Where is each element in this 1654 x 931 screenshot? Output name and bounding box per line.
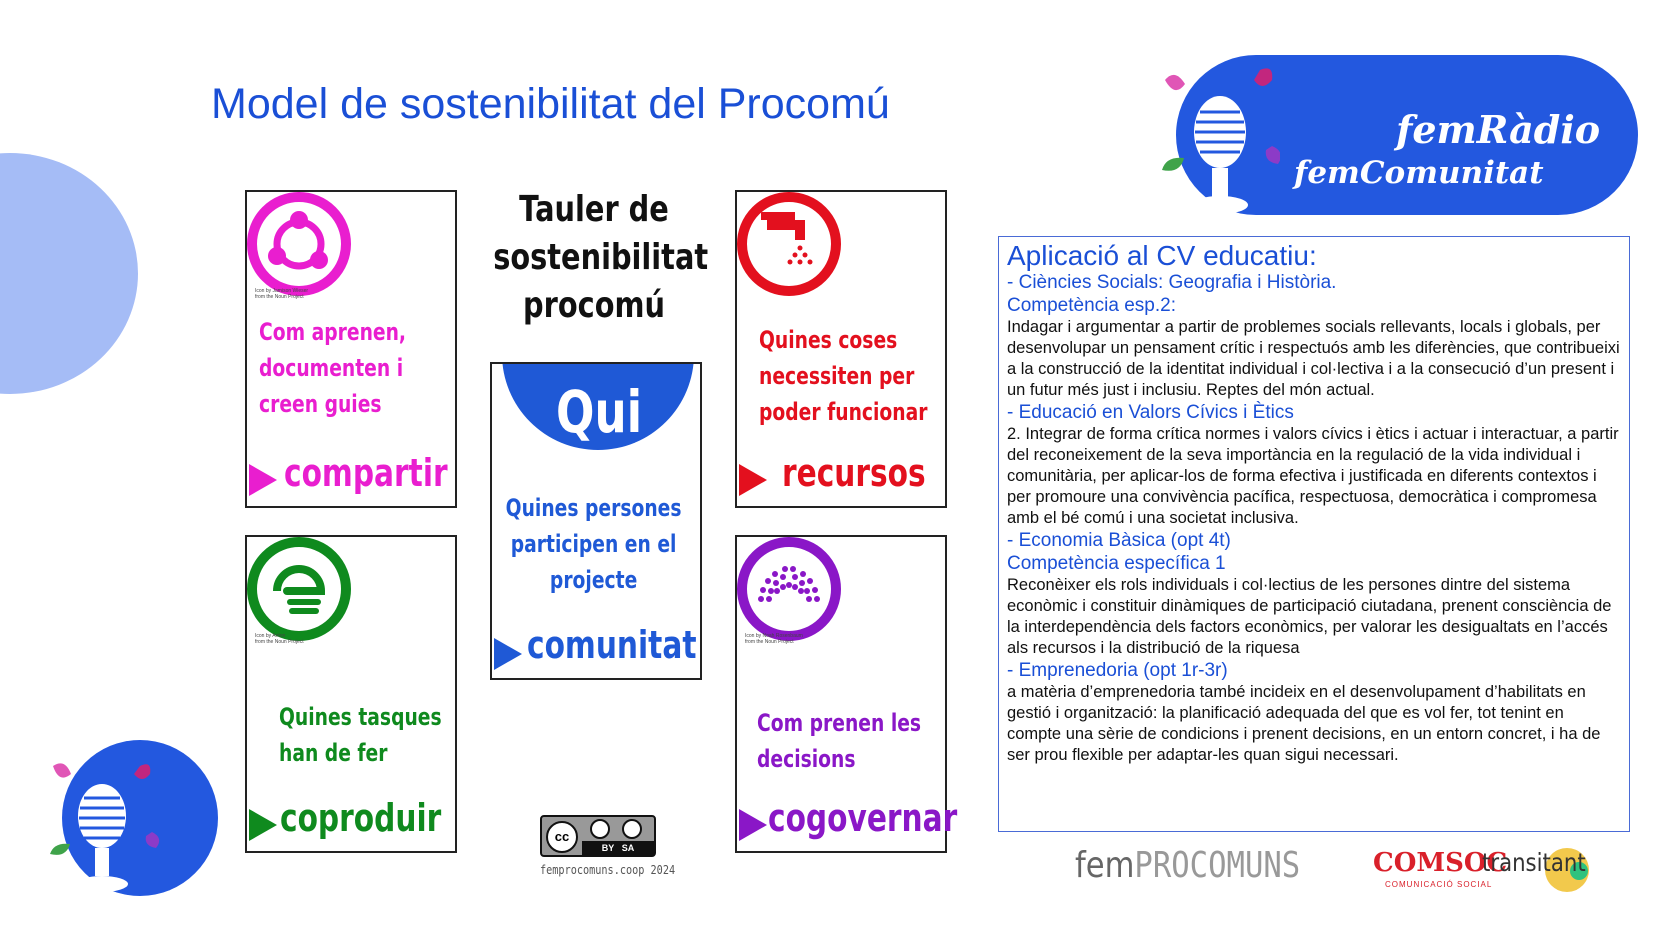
cv-section-subtitle: Competència esp.2: — [1007, 295, 1176, 316]
page-title: Model de sostenibilitat del Procomú — [211, 80, 890, 128]
card-question: Quines tasques han de fer — [279, 703, 442, 767]
card-category: compartir — [284, 451, 448, 495]
cc-license-badge — [540, 815, 656, 857]
cv-section-body: Reconèixer els rols individuals i col·lectius de les persones dintre del sistema econòmic i constituir dinàmiques de participació ciutadana, prenent consciència de la interdependència dels factors econòmics, per valorar les desigualtats en l’accés als recursos i la distribució de la riquesa — [1007, 576, 1612, 657]
cv-section-subtitle: Competència específica 1 — [1007, 553, 1226, 574]
comsoc-logo: COMSOC — [1373, 848, 1508, 878]
qui-header: Qui — [556, 378, 643, 446]
card-compartir — [245, 190, 457, 508]
femradio-line1: femRàdio — [1396, 107, 1601, 152]
board-title-line: procomú — [523, 285, 665, 326]
faucet-icon — [737, 192, 841, 296]
cc-icon: cc — [546, 821, 578, 853]
arrow-icon — [249, 464, 277, 496]
card-question: Com aprenen, documenten i creen guies — [259, 318, 407, 418]
card-category: recursos — [782, 451, 926, 495]
card-question: Quines coses necessiten per poder funcionar — [759, 326, 928, 426]
board-credit: femprocomuns.coop 2024 — [540, 863, 676, 877]
arrow-icon — [494, 638, 522, 670]
card-question: Quines persones participen en el projecte — [505, 494, 682, 594]
femradio-line2: femComunitat — [1294, 155, 1544, 191]
cv-heading: Aplicació al CV educatiu: — [1007, 240, 1317, 271]
card-cogovernar — [735, 535, 958, 853]
sa-icon — [622, 819, 642, 839]
cv-section-title: - Educació en Valors Cívics i Ètics — [1007, 402, 1294, 423]
cv-section-body: 2. Integrar de forma crítica normes i valors cívics i ètics i actuar i interactuar, a partir del reconeixement de la seva importància en la regulació de la vida individual i comunitària, per aplicar-los de forma efectiva i justificada en diferents contextos i per promoure una convivència pacífica, respectuosa, democràtica i compromesa amb el bé comú i una societat inclusiva. — [1007, 425, 1619, 527]
icon-credit: Icon by Jamison Wieser from the Noun Project — [255, 288, 309, 300]
board-title-line: Tauler de — [519, 189, 669, 230]
cc-labels: BY SA — [582, 841, 654, 855]
card-comunitat — [490, 362, 702, 680]
icon-credit: Icon by Noah Rosenbaum from the Noun Project — [745, 633, 803, 645]
share-icon — [247, 192, 351, 296]
by-icon — [590, 819, 610, 839]
cv-section-body: Indagar i argumentar a partir de problemes socials rellevants, locals i globals, per desenvolupar un pensament crític i respectuós amb les diferències, que contribueixi a la construcció de la identitat individual i col·lectiva i a la consecució d’un present i un futur més just i inclusiu. Reptes del món actual. — [1007, 318, 1620, 399]
transitant-logo: transitant — [1482, 848, 1586, 877]
card-coproduir — [245, 535, 457, 853]
board-title-line: sostenibilitat — [493, 237, 709, 278]
arrow-icon — [739, 464, 767, 496]
cv-section-title: - Emprenedoria (opt 1r-3r) — [1007, 660, 1228, 681]
card-category: cogovernar — [768, 796, 958, 840]
card-category: comunitat — [527, 623, 697, 667]
hand-icon — [247, 537, 351, 641]
board-title — [493, 186, 709, 330]
assembly-icon — [737, 537, 841, 641]
comsoc-subtitle: COMUNICACIÓ SOCIAL — [1385, 880, 1493, 889]
card-recursos — [735, 190, 947, 508]
arrow-icon — [249, 809, 277, 841]
microphone-icon — [1160, 60, 1280, 220]
femprocomuns-logo: femPROCOMUNS — [1075, 845, 1301, 886]
card-question: Com prenen les decisions — [757, 709, 922, 773]
microphone-icon — [48, 754, 178, 904]
curriculum-box — [998, 236, 1630, 832]
cv-section-title: - Economia Bàsica (opt 4t) — [1007, 530, 1231, 551]
card-category: coproduir — [280, 796, 442, 840]
cv-section-title: - Ciències Socials: Geografia i Història. — [1007, 272, 1337, 293]
arrow-icon — [739, 809, 767, 841]
cv-section-body: a matèria d’emprenedoria també incideix en el desenvolupament d’habilitats en gestió i organització: la planificació adequada del que es vol fer, tot tenint en compte una sèrie de condicions i prenent decisions, en un entorn concret, i ha de ser prou flexible per adaptar-les quan sigui necessari. — [1007, 683, 1601, 764]
decorative-circle — [0, 153, 138, 394]
icon-credit: Icon by Anton from the Noun Project — [255, 633, 304, 645]
